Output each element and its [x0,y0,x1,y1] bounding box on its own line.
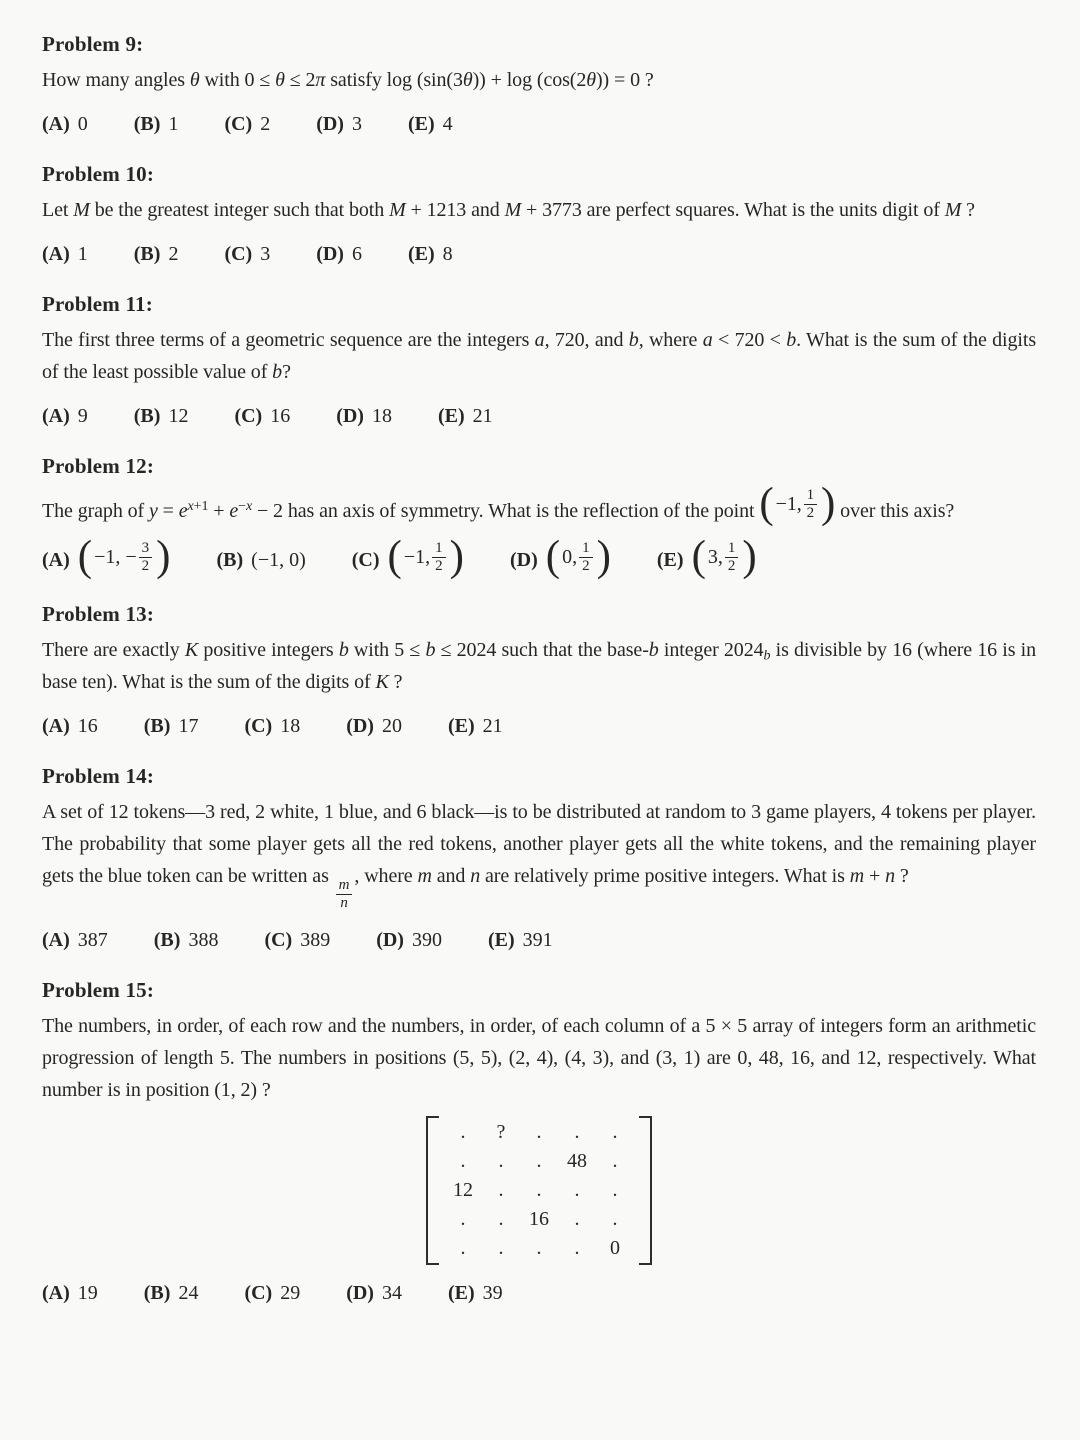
answer-choice-c [234,400,290,432]
answer-choice-d [316,238,362,270]
matrix-cell: . [574,1237,580,1260]
answer-choices [42,108,1036,140]
fraction-denominator [336,895,353,912]
math-variable: θ [462,69,473,91]
problem-12 [42,450,1036,580]
choice-label: (A) [42,243,70,265]
choice-value: 8 [442,243,453,265]
choice-label: (D) [509,548,538,571]
choice-label: (B) [133,113,161,135]
answer-choice-b [134,238,179,270]
fraction-numerator: 1 [804,487,817,505]
math-variable: M [504,199,522,221]
answer-choices [42,1277,1036,1309]
matrix-box [426,1116,652,1265]
matrix-cell: . [460,1208,466,1231]
choice-label: (C) [264,929,293,952]
answer-choice-e [408,238,453,270]
problem-body: The graph of $y = e^{x+1} + e^{-x} - 2$ has an axis of symmetry. What is the reflection of the point ( −1, $\frac{1}{2}$ ) over this axis? [42,480,955,527]
answer-choice-c [244,1277,300,1309]
answer-choices [42,238,1036,270]
choice-value: 2 [260,113,271,135]
choice-label: (E) [437,405,465,427]
choice-value [691,533,757,580]
answer-choice-b [216,544,305,576]
choice-label: (B) [143,1282,171,1305]
matrix-grid [444,1116,634,1265]
math-variable: b [786,329,797,351]
math-parenthesized-group [545,533,611,580]
answer-choice-a [42,108,88,140]
choice-value: 18 [280,715,301,737]
choice-label: (C) [224,113,253,135]
choice-label: (E) [447,715,475,737]
choice-value [387,533,464,580]
answer-choice-b [144,1277,199,1309]
paren-content: −1, $\frac{1}{2}$ [402,540,450,576]
choice-label: (A) [42,113,70,135]
math-variable: m [849,865,865,887]
choice-value: 39 [482,1282,503,1305]
choice-value: 0 [77,113,88,135]
matrix-cell: 48 [567,1150,587,1173]
matrix-cell: . [574,1179,580,1202]
matrix-cell: . [498,1179,504,1202]
answer-choice-a [42,1277,98,1309]
choice-value: 3 [351,113,362,135]
choice-value: 1 [77,243,88,265]
matrix-cell: . [498,1237,504,1260]
choice-value: 21 [472,405,493,427]
choice-value: 391 [522,929,553,952]
math-variable: n [885,865,895,887]
choice-value: 3 [260,243,271,265]
answer-choice-c [224,238,270,270]
math-fraction [432,540,446,576]
math-variable: b [272,361,283,383]
matrix-cell: 0 [610,1237,620,1260]
answer-choice-c [351,533,464,580]
fraction-numerator [336,877,353,895]
math-variable: b [628,329,639,351]
math-variable: y [149,500,158,522]
answer-choice-c [264,924,330,956]
fraction-denominator: 2 [806,504,815,521]
answer-choice-b [134,400,189,432]
open-paren-glyph: ( [77,533,93,580]
choice-label: (C) [234,405,263,427]
math-variable: e [229,500,239,522]
choice-label: (A) [42,929,70,952]
math-variable: n [470,865,481,887]
choice-label: (E) [447,1282,475,1305]
choice-value: 6 [351,243,362,265]
matrix-cell: . [612,1208,618,1231]
choice-value: 17 [178,715,199,737]
choice-value: 389 [300,929,331,952]
choice-label: (E) [407,243,435,265]
answer-choice-c [224,108,270,140]
choice-value: 18 [371,405,392,427]
choice-value: 4 [442,113,453,135]
choice-value: 387 [77,929,108,952]
math-subscript [764,649,771,664]
choice-value: 388 [188,929,219,952]
choice-value: 2 [168,243,179,265]
matrix-cell: . [574,1208,580,1231]
matrix-cell: . [460,1121,466,1144]
choice-label: (C) [244,715,273,737]
choice-label: (B) [133,243,161,265]
math-variable: M [944,199,962,221]
math-parenthesized-group [691,533,757,580]
choice-value: 390 [411,929,442,952]
answer-choice-e [408,108,453,140]
math-fraction [139,540,153,576]
close-paren-glyph: ) [596,533,611,580]
matrix-cell: . [536,1150,542,1173]
problem-body: The first three terms of a geometric sequence are the integers a, 720, and b, where a < 720 < b. What is the sum of the digits of the least possible value of b? [42,329,1036,383]
choice-value: 24 [178,1282,199,1305]
choice-label: (A) [42,715,70,737]
choice-label: (A) [42,405,70,427]
math-variable: b [763,648,771,664]
choice-label: (C) [224,243,253,265]
choice-value [545,533,611,580]
choice-label: (D) [336,405,364,427]
matrix-right-bracket [639,1116,652,1265]
math-variable: x [187,499,194,514]
matrix-cell: . [536,1179,542,1202]
open-paren-glyph: ( [545,533,561,580]
answer-choice-d [376,924,442,956]
math-variable: a [702,329,713,351]
problem-list [42,28,1036,1309]
math-variable: π [315,69,326,91]
problem-title: Problem 11: [42,292,153,316]
problem-body: There are exactly K positive integers b with 5 ≤ b ≤ 2024 such that the base-b integer $2024_b$ is divisible by 16 (where 16 is in base ten). What is the sum of the digits of K ? [42,639,1036,693]
answer-choice-a [42,533,171,580]
math-superscript: −x [238,499,253,514]
choice-value: 9 [77,405,88,427]
answer-choices [42,400,1036,432]
answer-choice-c [244,710,300,742]
math-variable: K [375,671,389,693]
matrix-cell: . [612,1121,618,1144]
choice-label: (A) [42,1282,70,1305]
answer-choice-d [346,710,402,742]
answer-choice-e [488,924,553,956]
matrix-cell: 12 [453,1179,473,1202]
problem-14 [42,760,1036,956]
matrix-figure [42,1116,1036,1265]
problem-11 [42,288,1036,432]
problem-body: Let M be the greatest integer such that both M + 1213 and M + 3773 are perfect squares. What is the units digit of M ? [42,199,975,221]
matrix-cell: . [612,1179,618,1202]
answer-choice-e [438,400,493,432]
matrix-cell: . [536,1121,542,1144]
close-paren-glyph: ) [742,533,757,580]
fraction-denominator: 2 [582,557,590,574]
problem-9 [42,28,1036,140]
choice-value: 16 [270,405,291,427]
problem-10 [42,158,1036,270]
fraction-denominator: 2 [435,557,443,574]
choice-label: (B) [133,405,161,427]
problem-title: Problem 10: [42,162,155,186]
math-superscript: x+1 [187,499,209,514]
math-variable: θ [275,69,285,91]
math-variable: e [178,500,188,522]
choice-label: (B) [216,548,244,571]
answer-choices [42,710,1036,742]
choice-value: 20 [381,715,402,737]
answer-choice-a [42,710,98,742]
matrix-cell: . [574,1121,580,1144]
math-variable: θ [586,69,596,91]
choice-label: (B) [153,929,181,952]
problem-title: Problem 15: [42,978,155,1003]
choice-label: (B) [143,715,171,737]
problem-15 [42,974,1036,1309]
choice-value: 29 [280,1282,301,1305]
math-variable: b [648,639,659,661]
paren-content: −1, $\frac{1}{2}$ [774,487,821,523]
choice-label: (D) [346,1282,374,1305]
math-fraction [336,877,353,913]
choice-value [77,533,171,580]
math-variable: m [417,865,432,887]
math-variable: θ [189,69,200,91]
choice-value: 12 [168,405,189,427]
choice-label: (A) [42,548,70,571]
matrix-cell: . [460,1150,466,1173]
choice-label: (C) [244,1282,273,1305]
math-variable: m [338,876,350,893]
math-variable: x [245,499,253,514]
fraction-numerator: 1 [579,540,593,558]
answer-choice-e [448,1277,503,1309]
problem-title: Problem 13: [42,602,155,626]
paren-content: −1, − $\frac{3}{2}$ [92,540,156,576]
math-variable: K [184,639,199,661]
open-paren-glyph: ( [759,480,774,527]
choice-value: 1 [168,113,179,135]
choice-value: 34 [381,1282,402,1305]
fraction-numerator: 1 [725,540,739,558]
matrix-cell: . [498,1208,504,1231]
math-fraction [579,540,593,576]
math-parenthesized-group [759,480,836,527]
matrix-cell: ? [496,1121,506,1144]
choice-label: (E) [656,548,684,571]
answer-choice-a [42,238,88,270]
paren-content: 3, $\frac{1}{2}$ [706,540,743,576]
problem-title: Problem 12: [42,454,155,478]
math-parenthesized-group [77,533,171,580]
answer-choice-a [42,924,108,956]
answer-choice-d [346,1277,402,1309]
open-paren-glyph: ( [691,533,706,580]
open-paren-glyph: ( [387,533,402,580]
problem-body: The numbers, in order, of each row and the numbers, in order, of each column of a 5 × 5 array of integers form an arithmetic progression of length 5. The numbers in positions (5, 5), (2, 4), (4, 3), and (3, 1) are 0, 48, 16, and 12, respectively. What number is in position (1, 2) ? [42,1015,1036,1102]
answer-choice-a [42,400,88,432]
math-variable: b [425,639,436,661]
problem-title: Problem 14: [42,764,155,788]
math-parenthesized-group [387,533,464,580]
math-variable: M [73,199,90,221]
choice-value: 16 [77,715,98,737]
problem-body: A set of 12 tokens—3 red, 2 white, 1 blue, and 6 black—is to be distributed at random to 3 game players, 4 tokens per player. The probability that some player gets all the red tokens, another player gets all the white tokens, and the remaining player gets the blue token can be written as $\frac{m}{n}$ , where m and n are relatively prime positive integers. What is m + n ? [42,801,1036,911]
math-variable: n [340,895,348,911]
matrix-cell: . [460,1237,466,1260]
matrix-left-bracket [426,1116,439,1265]
fraction-numerator: 1 [432,540,446,558]
matrix-cell: . [612,1150,618,1173]
answer-choices [42,533,1036,580]
close-paren-glyph: ) [821,480,836,527]
answer-choice-b [154,924,219,956]
answer-choice-d [316,108,362,140]
choice-label: (D) [316,243,344,265]
fraction-numerator: 3 [139,540,153,558]
choice-value: 21 [482,715,503,737]
matrix-cell: 16 [529,1208,549,1231]
choice-label: (D) [316,113,344,135]
choice-label: (E) [487,929,515,952]
answer-choice-b [144,710,199,742]
math-fraction [725,540,739,576]
problem-13 [42,598,1036,742]
choice-label: (D) [346,715,374,737]
math-variable: b [338,639,349,661]
matrix-cell: . [536,1237,542,1260]
choice-label: (E) [407,113,435,135]
answer-choice-b [134,108,179,140]
choice-value: 19 [77,1282,98,1305]
answer-choice-e [448,710,503,742]
close-paren-glyph: ) [449,533,464,580]
answer-choice-d [509,533,611,580]
choice-label: (D) [376,929,404,952]
answer-choice-d [336,400,392,432]
paren-content: 0, $\frac{1}{2}$ [560,540,597,576]
math-variable: a [534,329,545,351]
fraction-denominator: 2 [727,557,736,574]
matrix-cell: . [498,1150,504,1173]
answer-choice-e [656,533,757,580]
problem-body: How many angles θ with 0 ≤ θ ≤ 2π satisfy log (sin(3θ)) + log (cos(2θ)) = 0 ? [42,69,654,91]
math-variable: M [389,199,406,221]
choice-value: (−1, 0) [251,548,306,571]
close-paren-glyph: ) [156,533,171,580]
math-fraction [804,487,817,523]
choice-label: (C) [351,548,380,571]
problem-title: Problem 9: [42,32,144,56]
answer-choices [42,924,1036,956]
fraction-denominator: 2 [141,557,150,574]
